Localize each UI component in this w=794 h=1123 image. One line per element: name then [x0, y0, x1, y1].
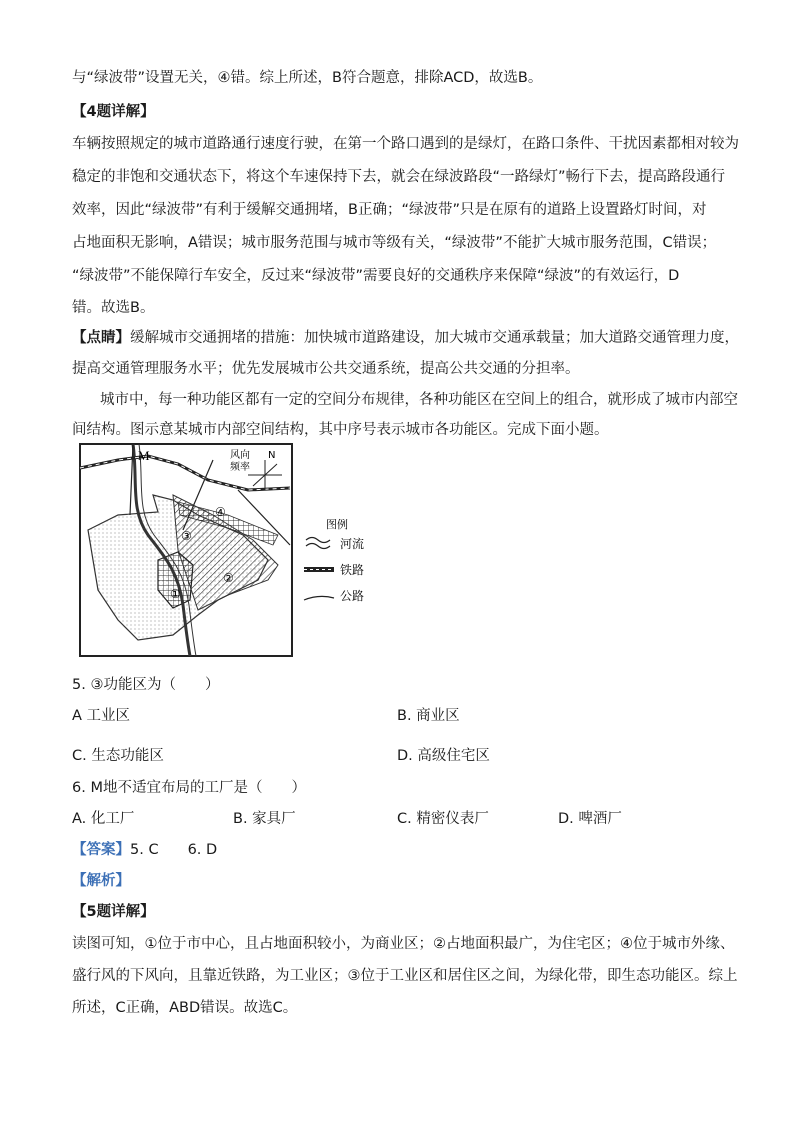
q4-line-4: 占地面积无影响，A错误；城市服务范围与城市等级有关，“绿波带”不能扩大城市服务范围，C错误；	[72, 235, 717, 251]
q5-line-2: 盛行风的下风向，且靠近铁路，为工业区；③位于工业区和居住区之间，为绿化带，即生态功能区。综上	[72, 968, 738, 984]
q5-stem: 5. ③功能区为（ ）	[72, 677, 220, 693]
q6-stem: 6. M地不适宜布局的工厂是（ ）	[72, 780, 306, 796]
q4-header: 【4题详解】	[72, 104, 155, 120]
analysis-tag: 【解析】	[72, 873, 130, 889]
legend-road-icon	[304, 596, 334, 600]
passage-line-2: 间结构。图示意某城市内部空间结构，其中序号表示城市各功能区。完成下面小题。	[72, 422, 609, 438]
q6-option-a[interactable]: A. 化工厂	[72, 811, 135, 827]
legend-rail-label: 铁路	[340, 563, 365, 577]
q5-option-b[interactable]: B. 商业区	[397, 708, 460, 724]
q5-option-a[interactable]: A 工业区	[72, 708, 131, 724]
q4-line-2: 稳定的非饱和交通状态下，将这个车速保持下去，就会在绿波路段“一路绿灯”畅行下去，提高路段通行	[72, 169, 726, 185]
q4-line-3: 效率，因此“绿波带”有利于缓解交通拥堵，B正确；“绿波带”只是在原有的道路上设置路灯时间，对	[72, 202, 707, 218]
north-label: N	[268, 450, 276, 461]
q4-line-1: 车辆按照规定的城市道路通行速度行驶，在第一个路口遇到的是绿灯，在路口条件、干扰因素都相对较为	[72, 136, 739, 152]
passage-line-1: 城市中，每一种功能区都有一定的空间分布规律，各种功能区在空间上的组合，就形成了城市内部空	[100, 392, 738, 408]
legend-road-label: 公路	[340, 589, 365, 603]
legend-title: 图例	[326, 518, 348, 531]
tip-tag: 【点睛】	[72, 330, 130, 346]
tip-text-1: 缓解城市交通拥堵的措施：加快城市道路建设，加大城市交通承载量；加大道路交通管理力度，	[130, 330, 739, 346]
answer-line	[72, 838, 217, 859]
intro-line: 与“绿波带”设置无关，④错。综上所述，B符合题意，排除ACD，故选B。	[72, 70, 543, 86]
legend-river-icon	[306, 538, 330, 549]
zone-label-1: ①	[170, 587, 181, 601]
zone-label-4: ④	[215, 505, 226, 519]
zone-label-3: ③	[181, 529, 192, 543]
answer-tag: 【答案】	[72, 842, 130, 858]
wind-label-2: 频率	[230, 462, 250, 473]
tip-line-2: 提高交通管理服务水平；优先发展城市公共交通系统，提高公共交通的分担率。	[72, 361, 580, 377]
wind-label-1: 风向	[230, 450, 250, 461]
q6-option-c[interactable]: C. 精密仪表厂	[397, 811, 489, 827]
q4-line-5: “绿波带”不能保障行车安全，反过来“绿波带”需要良好的交通秩序来保障“绿波”的有效运行，D	[72, 268, 680, 284]
q5-option-d[interactable]: D. 高级住宅区	[397, 748, 490, 764]
q5-header: 【5题详解】	[72, 904, 155, 920]
label-m: M	[138, 448, 150, 463]
city-structure-map	[78, 440, 378, 658]
q5-line-1: 读图可知，①位于市中心，且占地面积较小，为商业区；②占地面积最广，为住宅区；④位于城市外缘、	[72, 936, 735, 952]
q6-option-d[interactable]: D. 啤酒厂	[558, 811, 622, 827]
q6-option-b[interactable]: B. 家具厂	[233, 811, 296, 827]
zone-label-2: ②	[223, 571, 234, 585]
answer-text: 5. C 6. D	[130, 842, 218, 858]
tip-line-1	[72, 326, 739, 347]
q5-option-c[interactable]: C. 生态功能区	[72, 748, 164, 764]
q4-line-6: 错。故选B。	[72, 300, 155, 316]
q5-line-3: 所述，C正确，ABD错误。故选C。	[72, 1000, 298, 1016]
legend-river-label: 河流	[340, 537, 365, 551]
